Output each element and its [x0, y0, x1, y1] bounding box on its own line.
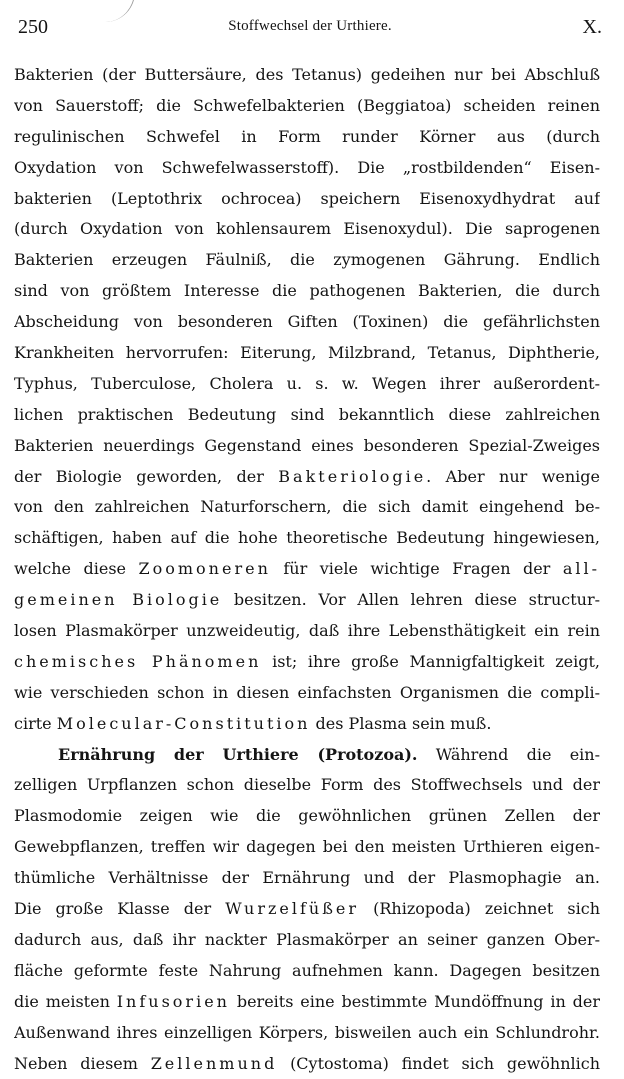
- text-line: zelligen Urpflanzen schon dieselbe Form des Stoffwechsels und der: [14, 770, 600, 801]
- spaced-term-wurzelfuesser: Wurzelfüßer: [225, 899, 359, 918]
- spaced-term-biologie: gemeinen Biologie: [14, 590, 222, 609]
- text-line: Abscheidung von besonderen Giften (Toxinen) die gefährlichsten: [14, 307, 600, 338]
- spaced-term-chemisches-phaenomen: chemisches Phänomen: [14, 652, 261, 671]
- text-line: Bakterien erzeugen Fäulniß, die zymogenen Gährung. Endlich: [14, 245, 600, 276]
- spaced-term-zellenmund: Zellenmund: [151, 1054, 278, 1073]
- text-line: Außenwand ihres einzelligen Körpers, bisweilen auch ein Schlundrohr.: [14, 1018, 600, 1049]
- section-heading-ernaehrung: Ernährung der Urthiere (Protozoa).: [58, 745, 418, 764]
- text-line: bakterien (Leptothrix ochrocea) speichern Eisenoxydhydrat auf: [14, 184, 600, 215]
- text-line: schäftigen, haben auf die hohe theoretische Bedeutung hingewiesen,: [14, 523, 600, 554]
- text-line: Bakterien (der Buttersäure, des Tetanus) gedeihen nur bei Abschluß: [14, 60, 600, 91]
- text-line: der Biologie geworden, der Bakteriologie. Aber nur wenige: [14, 462, 600, 493]
- running-head: Stoffwechsel der Urthiere.: [18, 18, 602, 35]
- text-line: welche diese Zoomoneren für viele wichtige Fragen der all-: [14, 554, 600, 585]
- text-line: losen Plasmakörper unzweideutig, daß ihre Lebensthätigkeit ein rein: [14, 616, 600, 647]
- text-line: Typhus, Tuberculose, Cholera u. s. w. Wegen ihrer außerordent-: [14, 369, 600, 400]
- text-line: Die große Klasse der Wurzelfüßer (Rhizopoda) zeichnet sich: [14, 894, 600, 925]
- spaced-term-bakteriologie: Bakteriologie: [278, 467, 426, 486]
- text-line: Oxydation von Schwefelwasserstoff). Die „rostbildenden“ Eisen-: [14, 153, 600, 184]
- text-line: von den zahlreichen Naturforschern, die sich damit eingehend be-: [14, 492, 600, 523]
- chapter-number: X.: [583, 16, 602, 39]
- text-line: chemisches Phänomen ist; ihre große Mannigfaltigkeit zeigt,: [14, 647, 600, 678]
- text-line: von Sauerstoff; die Schwefelbakterien (Beggiatoa) scheiden reinen: [14, 91, 600, 122]
- text-line: (durch Oxydation von kohlensaurem Eisenoxydul). Die saprogenen: [14, 214, 600, 245]
- text-line: Plasmodomie zeigen wie die gewöhnlichen grünen Zellen der: [14, 801, 600, 832]
- text-line: wie verschieden schon in diesen einfachsten Organismen die compli-: [14, 678, 600, 709]
- text-line: regulinischen Schwefel in Form runder Körner aus (durch: [14, 122, 600, 153]
- spaced-term-molecular-constitution: Molecular-Constitution: [57, 714, 311, 733]
- text-line: dadurch aus, daß ihr nackter Plasmakörper an seiner ganzen Ober-: [14, 925, 600, 956]
- text-line: fläche geformte feste Nahrung aufnehmen kann. Dagegen besitzen: [14, 956, 600, 987]
- text-line: thümliche Verhältnisse der Ernährung und der Plasmophagie an.: [14, 863, 600, 894]
- text-line: Bakterien neuerdings Gegenstand eines besonderen Spezial-Zweiges: [14, 431, 600, 462]
- spaced-term-allgemeinen: all-: [563, 559, 600, 578]
- text-line: Krankheiten hervorrufen: Eiterung, Milzbrand, Tetanus, Diphtherie,: [14, 338, 600, 369]
- spaced-term-infusorien: Infusorien: [117, 992, 230, 1011]
- text-line: sind von größtem Interesse die pathogenen Bakterien, die durch: [14, 276, 600, 307]
- page-header: [18, 16, 602, 46]
- text-line: Gewebpflanzen, treffen wir dagegen bei den meisten Urthieren eigen-: [14, 832, 600, 863]
- paragraph-start-line: Ernährung der Urthiere (Protozoa). Während die ein-: [14, 740, 600, 771]
- text-line: die meisten Infusorien bereits eine bestimmte Mundöffnung in der: [14, 987, 600, 1018]
- text-line: cirte Molecular-Constitution des Plasma sein muß.: [14, 709, 600, 740]
- page-number: 250: [18, 16, 48, 39]
- spaced-term-zoomoneren: Zoomoneren: [138, 559, 270, 578]
- text-line: lichen praktischen Bedeutung sind bekanntlich diese zahlreichen: [14, 400, 600, 431]
- text-line: Neben diesem Zellenmund (Cytostoma) findet sich gewöhnlich: [14, 1049, 600, 1079]
- text-line: gemeinen Biologie besitzen. Vor Allen lehren diese structur-: [14, 585, 600, 616]
- body-text: [14, 60, 600, 1079]
